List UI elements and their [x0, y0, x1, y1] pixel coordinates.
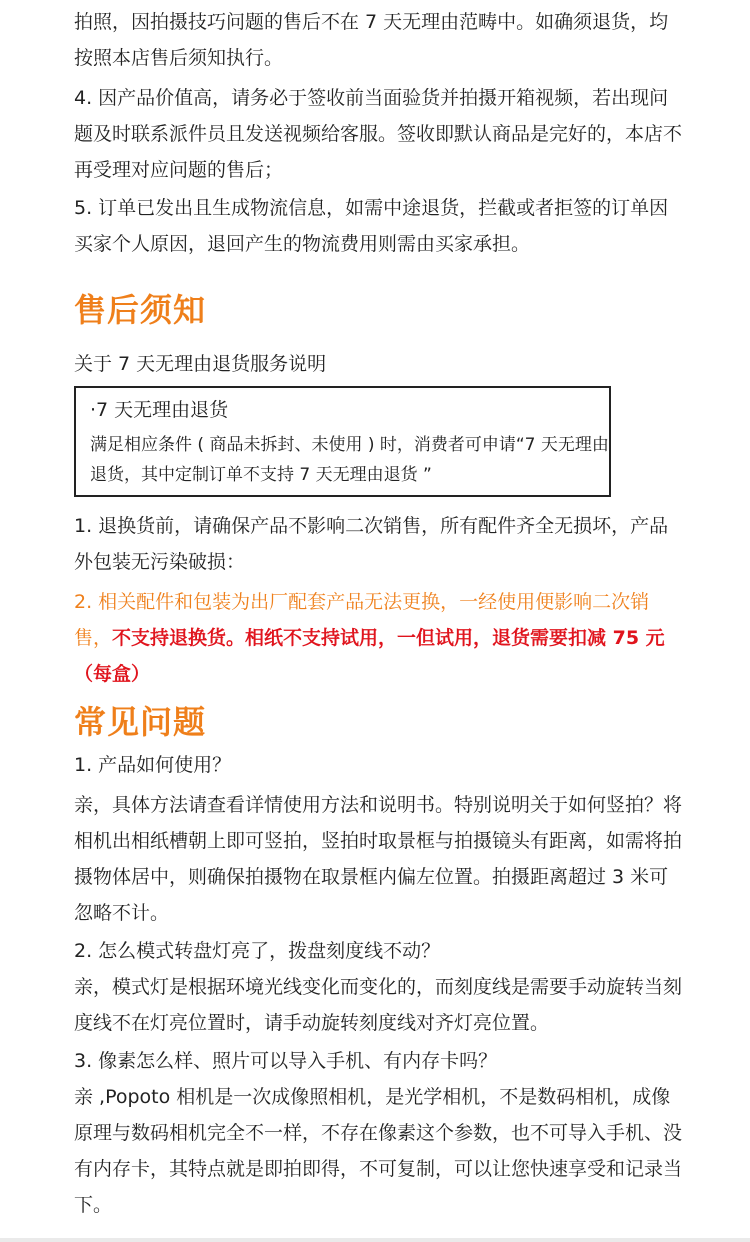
faq-section	[74, 702, 684, 742]
after-sales-heading: 售后须知	[74, 291, 207, 329]
bottom-divider	[0, 1238, 750, 1242]
seven-day-return-box	[74, 386, 611, 497]
after-sales-section	[74, 290, 684, 330]
intro-paragraph: 拍照，因拍摄技巧问题的售后不在 7 天无理由范畴中。如确须退货，均按照本店售后须知执行。	[74, 11, 669, 69]
after-sales-item-2-orange: 2. 相关配件和包装为出厂配套产品无法更换，一经使用便影响二次销售，	[74, 591, 650, 649]
rule-5: 5. 订单已发出且生成物流信息，如需中途退货，拦截或者拒签的订单因买家个人原因，退回产生的物流费用则需由买家承担。	[74, 197, 669, 255]
faq-answer-3: 亲 ,Popoto 相机是一次成像照相机，是光学相机，不是数码相机，成像原理与数码相机完全不一样，不存在像素这个参数，也不可导入手机、没有内存卡，其特点就是即拍即得，不可复制，可以让您快速享受和记录当下。	[74, 1086, 683, 1216]
after-sales-subtitle: 关于 7 天无理由退货服务说明	[74, 353, 327, 375]
after-sales-item-1: 1. 退换货前，请确保产品不影响二次销售，所有配件齐全无损坏，产品外包装无污染破损：	[74, 515, 669, 573]
faq-question-1: 1. 产品如何使用？	[74, 754, 232, 776]
after-sales-item-2	[74, 584, 684, 692]
faq-question-2: 2. 怎么模式转盘灯亮了，拨盘刻度线不动？	[74, 940, 441, 962]
faq-answer-1: 亲，具体方法请查看详情使用方法和说明书。特别说明关于如何竖拍？将相机出相纸槽朝上即可竖拍，竖拍时取景框与拍摄镜头有距离，如需将拍摄物体居中，则确保拍摄物在取景框内偏左位置。拍摄距离超过 3 米可忽略不计。	[74, 794, 683, 924]
after-sales-subtitle-wrap	[74, 346, 684, 382]
return-rules-continued	[74, 4, 684, 262]
seven-day-return-text: 满足相应条件 ( 商品未拆封、未使用 ) 时，消费者可申请“7 天无理由退货，其中定制订单不支持 7 天无理由退货 ”	[90, 435, 609, 485]
faq-question-3: 3. 像素怎么样、照片可以导入手机、有内存卡吗？	[74, 1050, 498, 1072]
faq-list	[74, 747, 684, 1223]
after-sales-items	[74, 508, 684, 692]
faq-heading: 常见问题	[74, 703, 207, 741]
rule-4: 4. 因产品价值高，请务必于签收前当面验货并拍摄开箱视频，若出现问题及时联系派件员且发送视频给客服。签收即默认商品是完好的，本店不再受理对应问题的售后；	[74, 87, 683, 181]
seven-day-return-title: ·7 天无理由退货	[90, 399, 229, 421]
faq-answer-2: 亲，模式灯是根据环境光线变化而变化的，而刻度线是需要手动旋转当刻度线不在灯亮位置时，请手动旋转刻度线对齐灯亮位置。	[74, 976, 683, 1034]
after-sales-item-2-red: 不支持退换货。相纸不支持试用，一但试用，退货需要扣减 75 元（每盒）	[74, 627, 665, 685]
